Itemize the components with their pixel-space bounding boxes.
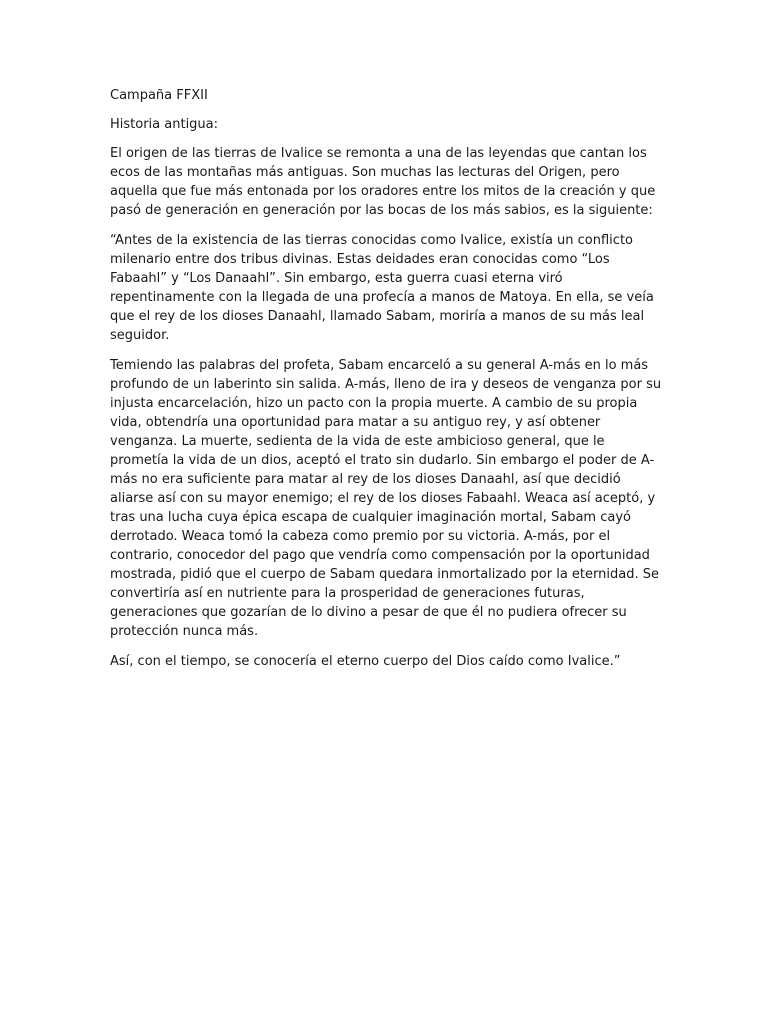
paragraph-origin: El origen de las tierras de Ivalice se remonta a una de las leyendas que cantan los ecos de las montañas más antiguas. Son muchas las lecturas del Origen, pero aquella que fue más entonada por los oradores entre los mitos de la creación y que pasó de generación en generación por las bocas de los más sabios, es la siguiente: [110, 146, 656, 218]
document-title: Campaña FFXII [110, 88, 208, 103]
paragraph-conclusion: Así, con el tiempo, se conocería el eterno cuerpo del Dios caído como Ivalice.” [110, 654, 621, 669]
paragraph-betrayal: Temiendo las palabras del profeta, Sabam encarceló a su general A-más en lo más profundo de un laberinto sin salida. A-más, lleno de ira y deseos de venganza por su injusta encarcelación, hizo un pacto con la propia muerte. A cambio de su propia vida, obtendría una oportunidad para matar a su antiguo rey, y así obtener venganza. La muerte, sedienta de la vida de este ambicioso general, que le prometía la vida de un dios, aceptó el trato sin dudarlo. Sin embargo el poder de A-más no era suficiente para matar al rey de los dioses Danaahl, así que decidió aliarse así con su mayor enemigo; el rey de los dioses Fabaahl. Weaca así aceptó, y tras una lucha cuya épica escapa de cualquier imaginación mortal, Sabam cayó derrotado. Weaca tomó la cabeza como premio por su victoria. A-más, por el contrario, conocedor del pago que vendría como compensación por la oportunidad mostrada, pidió que el cuerpo de Sabam quedara inmortalizado por la eternidad. Se convertiría así en nutriente para la prosperidad de generaciones futuras, generaciones que gozarían de lo divino a pesar de que él no pudiera ofrecer su protección nunca más. [110, 358, 662, 639]
document-body [110, 86, 662, 682]
section-heading: Historia antigua: [110, 117, 219, 132]
paragraph-conflict: “Antes de la existencia de las tierras conocidas como Ivalice, existía un conflicto milenario entre dos tribus divinas. Estas deidades eran conocidas como “Los Fabaahl” y “Los Danaahl”. Sin embargo, esta guerra cuasi eterna viró repentinamente con la llegada de una profecía a manos de Matoya. En ella, se veía que el rey de los dioses Danaahl, llamado Sabam, moriría a manos de su más leal seguidor. [110, 233, 654, 343]
